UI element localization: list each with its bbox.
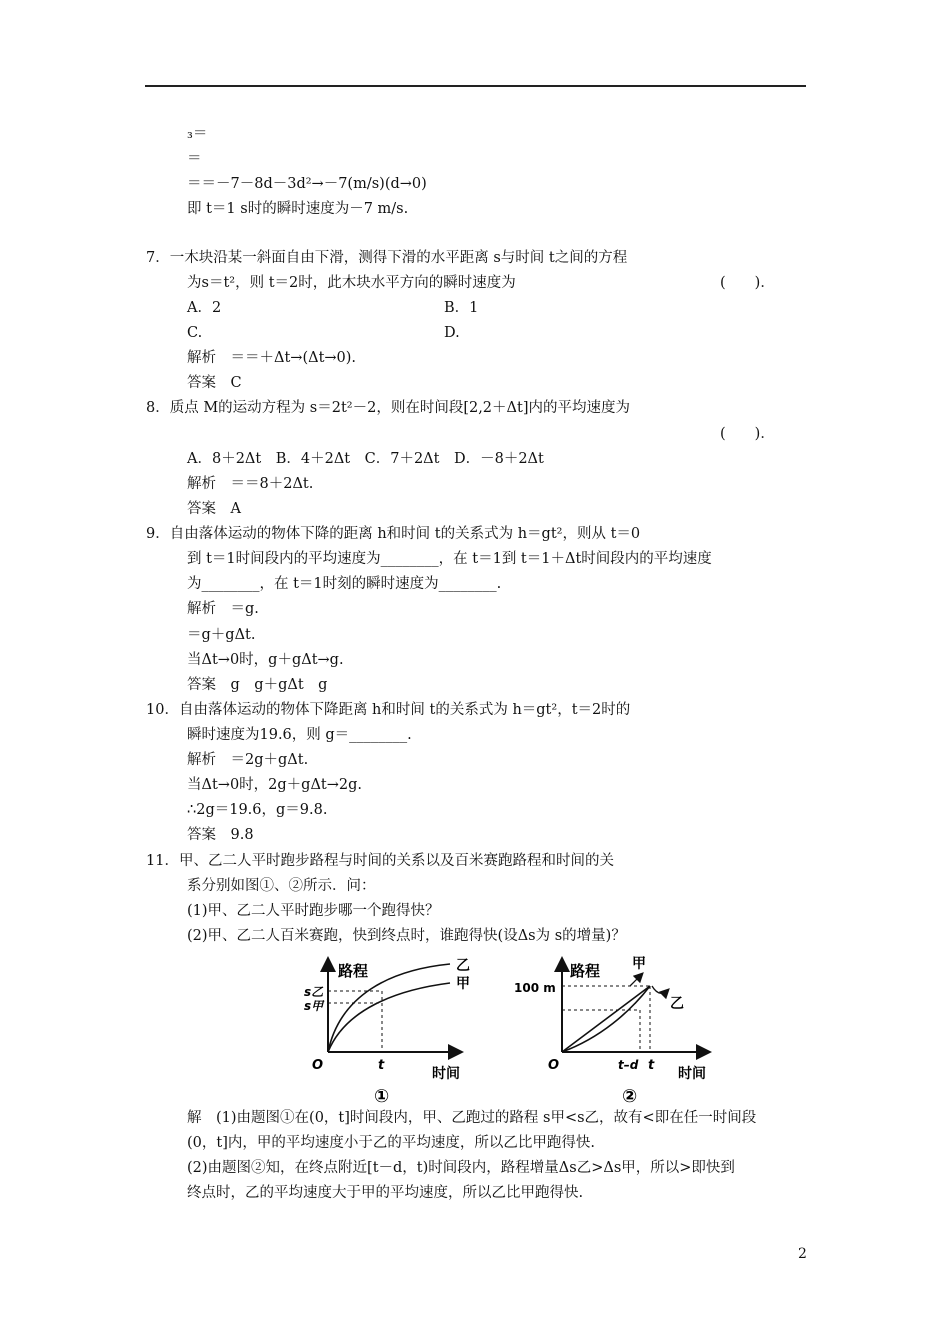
figure-2 (514, 956, 708, 1107)
fig1-t: t (378, 1058, 385, 1073)
fig1-ylabel: 路程 (338, 962, 369, 980)
answer-line: 答案 A (187, 501, 241, 517)
header-rule (145, 85, 806, 87)
fig2-xlabel: 时间 (678, 1066, 706, 1082)
analysis-line: 解析 ＝2g＋gΔt. (187, 752, 309, 768)
fig2-origin: O (548, 1058, 560, 1073)
solution-line: 解 (1)由题图①在(0，t]时间段内，甲、乙跑过的路程 s甲<s乙，故有<即在任一时间段 (187, 1110, 757, 1126)
page-number: 2 (798, 1246, 807, 1262)
fig2-t: t (648, 1058, 655, 1073)
text-line: (2)甲、乙二人百米赛跑，快到终点时，谁跑得快(设Δs为 s的增量)？ (187, 928, 626, 944)
text-line: (1)甲、乙二人平时跑步哪一个跑得快？ (187, 903, 440, 919)
analysis-line: 解析 ＝g. (187, 601, 259, 617)
fig1-s-yi: s乙 (304, 985, 324, 999)
solution-line: 终点时，乙的平均速度大于甲的平均速度，所以乙比甲跑得快. (187, 1185, 584, 1201)
solution-line: (2)由题图②知，在终点附近[t－d，t)时间段内，路程增量Δs乙>Δs甲，所以>即快到 (187, 1160, 735, 1176)
fig2-y-mark: 100 m (514, 981, 556, 995)
question-8: 8．质点 M的运动方程为 s＝2t²－2，则在时间段[2,2＋Δt]内的平均速度为 (146, 400, 630, 416)
text-line: 当Δt→0时，g＋gΔt→g. (187, 652, 344, 668)
fig2-ylabel: 路程 (570, 962, 601, 980)
figure-svg (300, 950, 718, 1110)
answer-bracket: ( )． (720, 426, 775, 442)
options-line: A．8＋2Δt B．4＋2Δt C．7＋2Δt D．－8＋2Δt (187, 451, 544, 467)
fig2-caption: ② (622, 1086, 638, 1107)
fig1-origin: O (312, 1058, 324, 1073)
text-line: ＝＝－7－8d－3d²→－7(m/s)(d→0) (187, 176, 427, 192)
text-line: 系分别如图①、②所示．问： (187, 878, 376, 894)
fig1-s-jia: s甲 (304, 999, 324, 1013)
answer-line: 答案 C (187, 375, 242, 391)
fig2-label-yi: 乙 (670, 996, 684, 1012)
fig2-line-jia (562, 986, 650, 1052)
text-line: ＝ (187, 151, 202, 167)
solution-line: (0，t]内，甲的平均速度小于乙的平均速度，所以乙比甲跑得快. (187, 1135, 595, 1151)
analysis-line: 解析 ＝＝8＋2Δt. (187, 476, 314, 492)
text-line: 为s＝t²，则 t＝2时，此木块水平方向的瞬时速度为 (187, 275, 516, 291)
option-c: C. (187, 325, 203, 341)
question-10: 10．自由落体运动的物体下降距离 h和时间 t的关系式为 h＝gt²，t＝2时的 (146, 702, 631, 718)
answer-line: 答案 9.8 (187, 827, 254, 843)
question-11: 11．甲、乙二人平时跑步路程与时间的关系以及百米赛跑路程和时间的关 (146, 853, 614, 869)
fig1-xlabel: 时间 (432, 1066, 460, 1082)
analysis-line: 解析 ＝＝＋Δt→(Δt→0). (187, 350, 357, 366)
text-line: ₃＝ (187, 126, 208, 142)
text-line: ＝g＋gΔt. (187, 627, 256, 643)
figure-1 (304, 958, 470, 1107)
fig1-curve-jia (328, 983, 450, 1052)
fig1-caption: ① (374, 1086, 390, 1107)
figure-graphs (300, 950, 718, 1110)
fig2-label-jia: 甲 (632, 956, 646, 972)
text-line: 即 t＝1 s时的瞬时速度为－7 m/s. (187, 201, 409, 217)
text-line: 瞬时速度为19.6，则 g＝________. (187, 727, 412, 743)
answer-bracket: ( )． (720, 275, 775, 291)
fig2-t-minus-d: t–d (618, 1058, 639, 1072)
question-9: 9．自由落体运动的物体下降的距离 h和时间 t的关系式为 h＝gt²，则从 t＝0 (146, 526, 641, 542)
question-7: 7．一木块沿某一斜面自由下滑，测得下滑的水平距离 s与时间 t之间的方程 (146, 250, 628, 266)
text-line: 当Δt→0时，2g＋gΔt→2g. (187, 777, 363, 793)
fig1-label-jia: 甲 (456, 976, 470, 992)
answer-line: 答案 g g＋gΔt g (187, 677, 328, 693)
option-b: B．1 (444, 300, 479, 316)
option-d: D. (444, 325, 460, 341)
text-line: ∴2g＝19.6，g＝9.8. (187, 802, 328, 818)
text-line: 到 t＝1时间段内的平均速度为________，在 t＝1到 t＝1＋Δt时间段内的平均速度 (187, 551, 712, 567)
fig1-label-yi: 乙 (456, 958, 470, 974)
option-a: A．2 (187, 300, 222, 316)
text-line: 为________，在 t＝1时刻的瞬时速度为________. (187, 576, 502, 592)
